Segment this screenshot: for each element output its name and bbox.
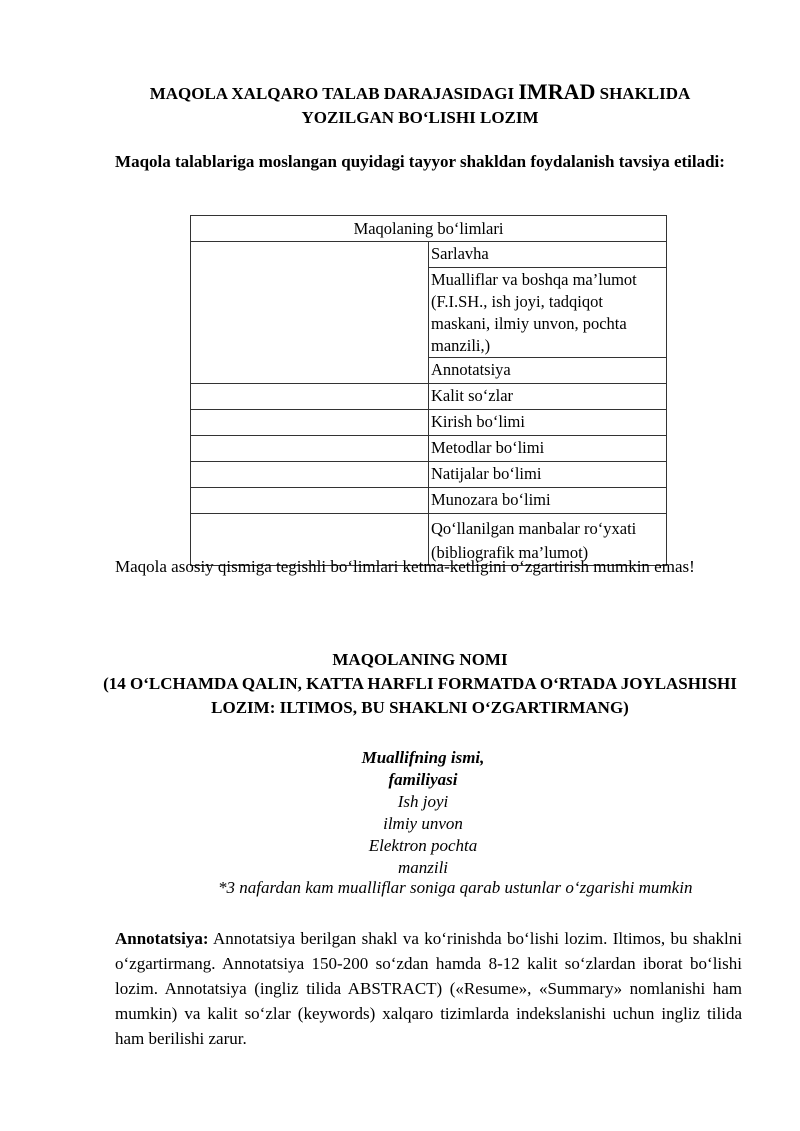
order-note: Maqola asosiy qismiga tegishli bo‘limlari ketma-ketligini o‘zgartirish mumkin emas! xyxy=(115,557,695,576)
author-columns-note: *3 nafardan kam mualliflar soniga qarab ustunlar o‘zgarishi mumkin xyxy=(218,878,693,897)
table-row: Natijalar bo‘limi xyxy=(429,462,667,488)
table-row: Kalit so‘zlar xyxy=(429,384,667,410)
recommendation-subtitle: Maqola talablariga moslangan quyidagi tayyor shakldan foydalanish tavsiya etiladi: xyxy=(115,152,725,171)
author-block xyxy=(300,747,546,879)
table-row: Sarlavha xyxy=(429,242,667,268)
annotation-text: Annotatsiya berilgan shakl va ko‘rinishda bo‘lishi lozim. Iltimos, bu shaklni o‘zgartirmang. Annotatsiya 150-200 so‘zdan hamda 8-12 kalit so‘zlardan iborat bo‘lishi lozim. Annotatsiya (ingliz tilida ABSTRACT) («Resume», «Summary» nomlanishi ham mumkin) va kalit so‘zlar (keywords) xalqaro tizimlarda indekslanishi uchun ingliz tilida ham berilishi zarur. xyxy=(115,929,743,1048)
table-left-cell xyxy=(191,436,429,462)
table-left-cell xyxy=(191,242,429,384)
table-row: Metodlar bo‘limi xyxy=(429,436,667,462)
author-workplace: Ish joyi xyxy=(397,792,449,811)
author-name-line1: Muallifning ismi, xyxy=(361,748,485,767)
heading-part2: SHAKLIDA xyxy=(599,84,691,103)
table-row: Munozara bo‘limi xyxy=(429,488,667,514)
article-title-instruction: (14 O‘LCHAMDA QALIN, KATTA HARFLI FORMATDA O‘RTADA JOYLASHISHI LOZIM: ILTIMOS, BU SHAKLNI O‘ZGARTIRMANG) xyxy=(103,674,737,717)
table-left-cell xyxy=(191,488,429,514)
table-row: Annotatsiya xyxy=(429,358,667,384)
document-heading xyxy=(90,80,750,130)
heading-part1: MAQOLA XALQARO TALAB DARAJASIDAGI xyxy=(149,84,515,103)
article-title-block xyxy=(90,648,750,720)
table-left-cell xyxy=(191,462,429,488)
sections-table xyxy=(190,215,667,566)
sections-table-header: Maqolaning bo‘limlari xyxy=(191,216,667,242)
author-degree: ilmiy unvon xyxy=(383,814,463,833)
table-row: Qo‘llanilgan manbalar ro‘yxati (bibliografik ma’lumot) xyxy=(429,514,667,566)
article-title: MAQOLANING NOMI xyxy=(332,650,508,669)
author-name-line2: familiyasi xyxy=(388,770,458,789)
heading-imrad: IMRAD xyxy=(518,79,596,104)
table-left-cell xyxy=(191,410,429,436)
author-email-line1: Elektron pochta xyxy=(368,836,478,855)
heading-line2: YOZILGAN BO‘LISHI LOZIM xyxy=(301,108,539,127)
annotation-label: Annotatsiya: xyxy=(115,929,209,948)
annotation-paragraph xyxy=(115,926,742,1051)
table-row: Kirish bo‘limi xyxy=(429,410,667,436)
author-email-line2: manzili xyxy=(397,858,449,877)
table-row: Mualliflar va boshqa ma’lumot (F.I.SH., ish joyi, tadqiqot maskani, ilmiy unvon, pochta manzili,) xyxy=(429,268,667,358)
table-left-cell xyxy=(191,384,429,410)
